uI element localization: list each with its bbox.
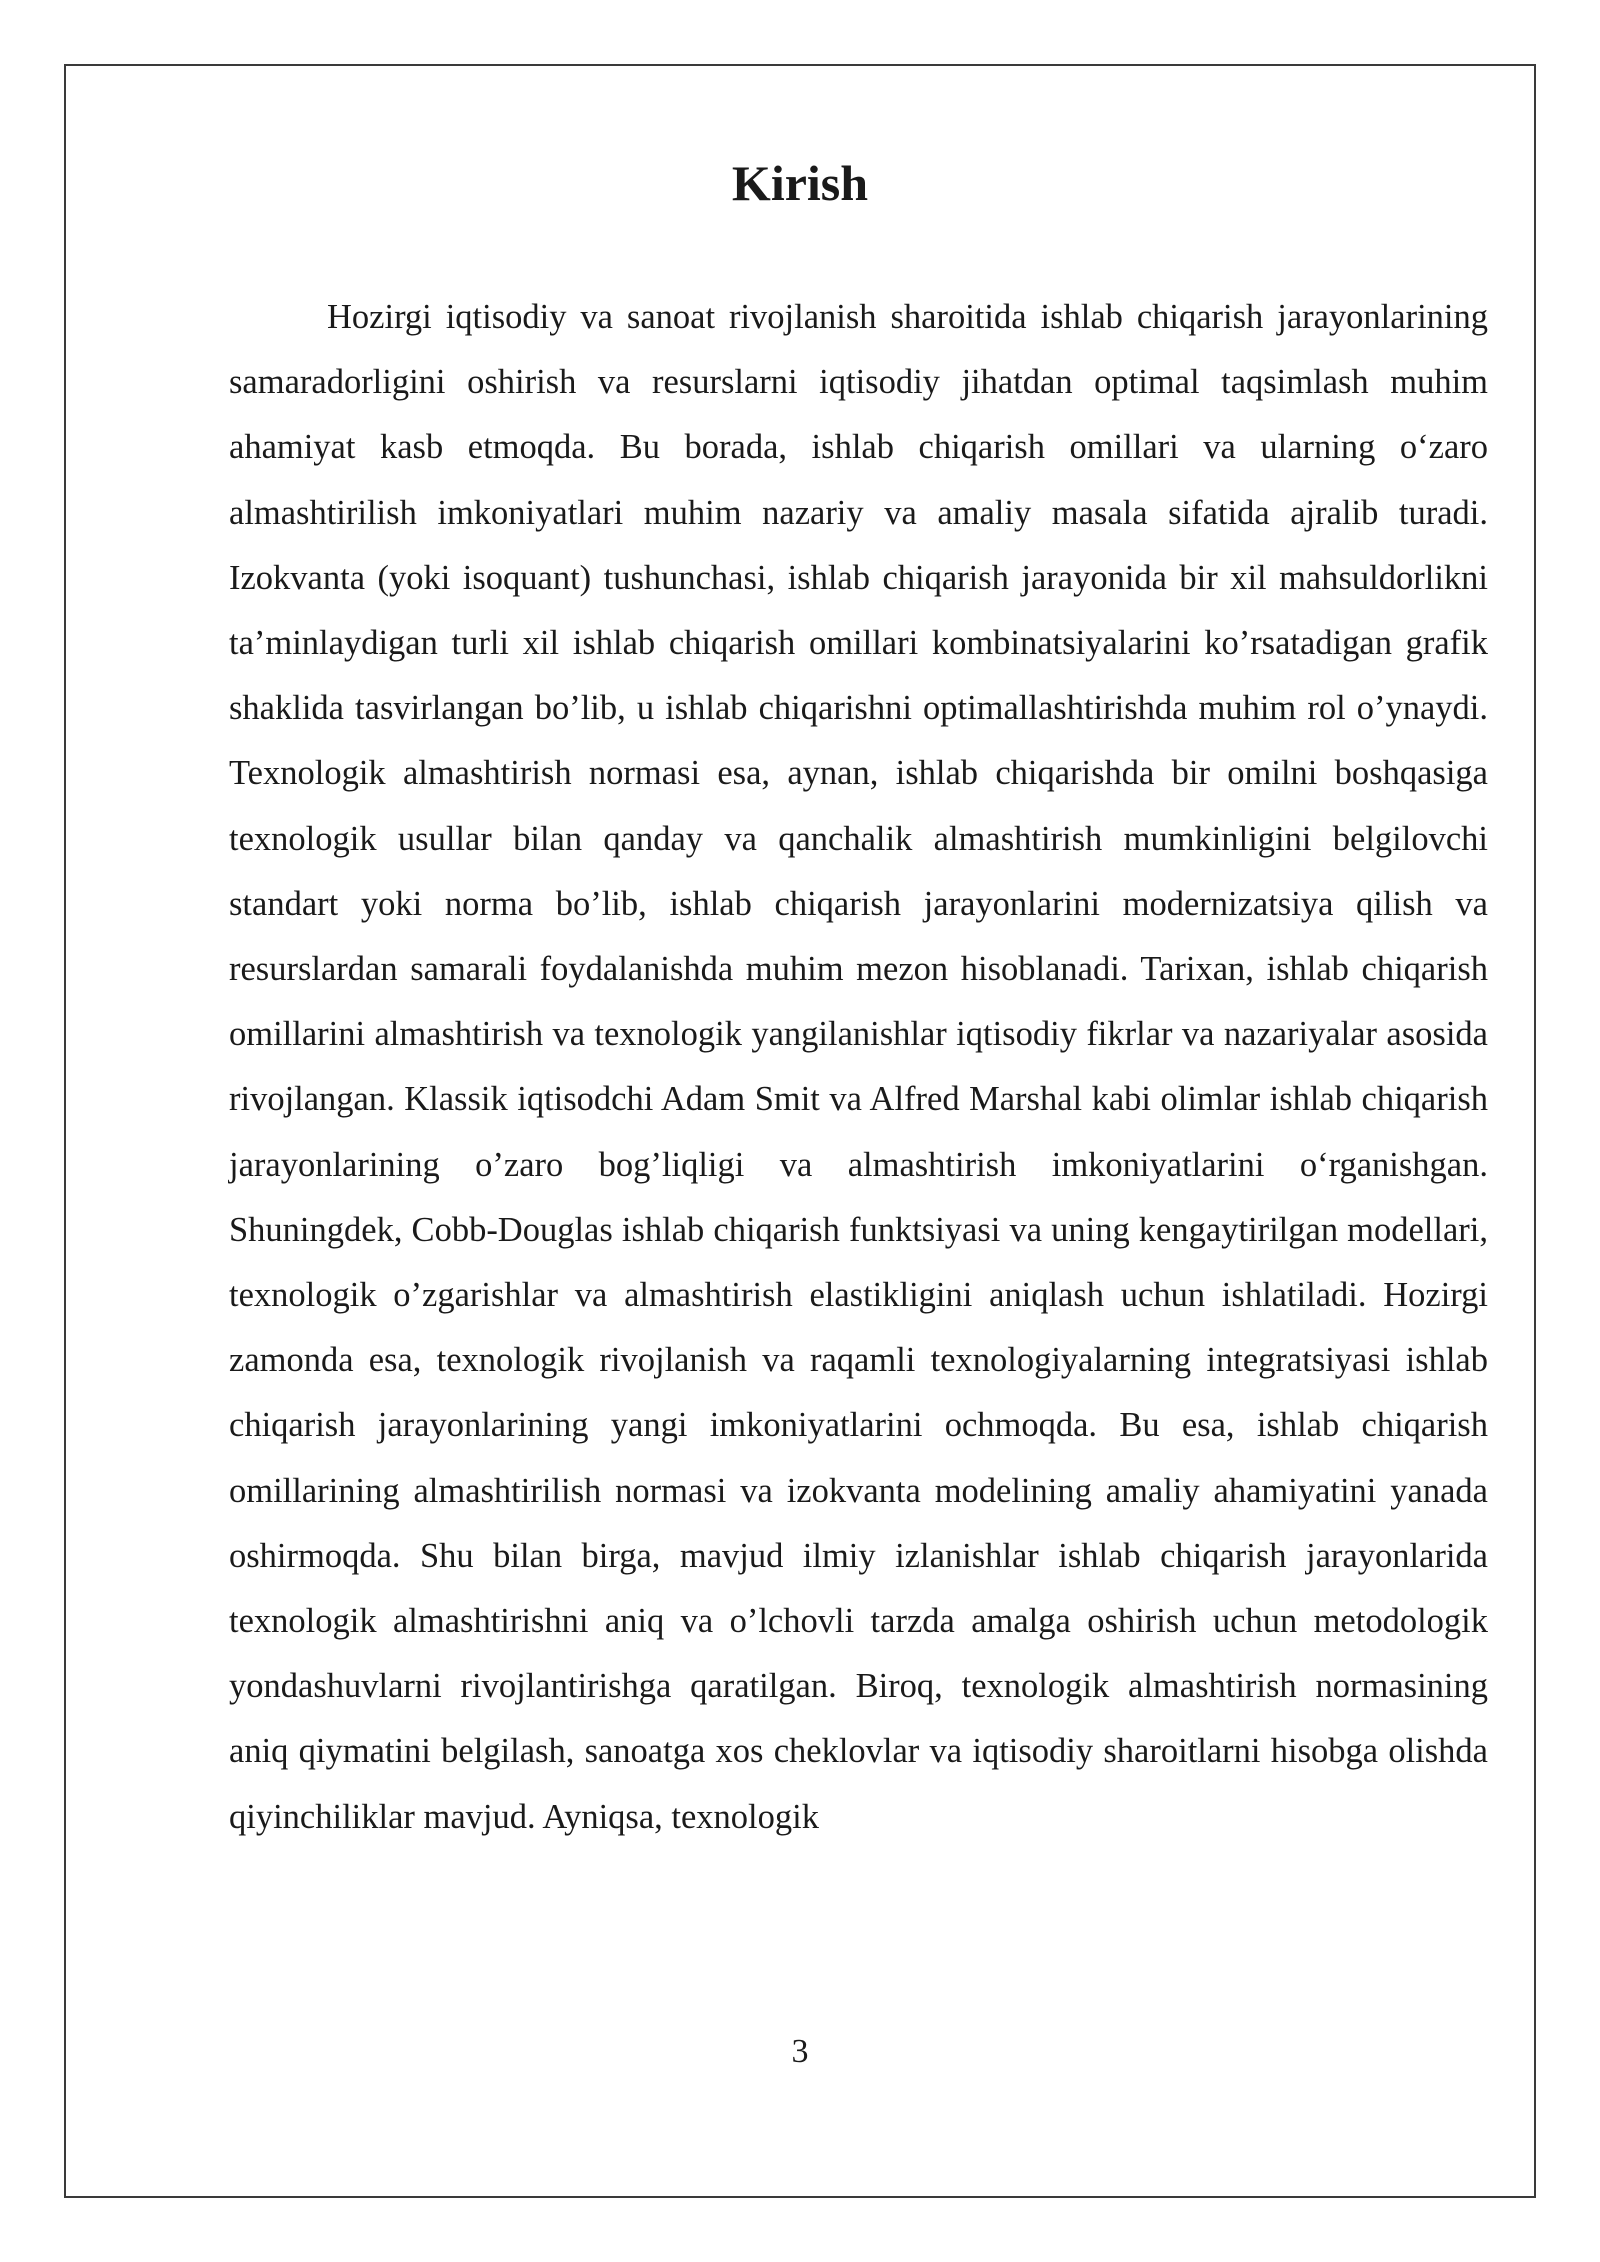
page-number: 3 — [791, 2033, 809, 2070]
body-paragraph: Hozirgi iqtisodiy va sanoat rivojlanish sharoitida ishlab chiqarish jarayonlarining samaradorligini oshirish va resurslarni iqtisodiy jihatdan optimal taqsimlash muhim ahamiyat kasb etmoqda. Bu borada, ishlab chiqarish omillari va ularning o‘zaro almashtirilish imkoniyatlari muhim nazariy va amaliy masala sifatida ajralib turadi. Izokvanta (yoki isoquant) tushunchasi, ishlab chiqarish jarayonida bir xil mahsuldorlikni ta’minlaydigan turli xil ishlab chiqarish omillari kombinatsiyalarini ko’rsatadigan grafik shaklida tasvirlangan bo’lib, u ishlab chiqarishni optimallashtirishda muhim rol o’ynaydi. Texnologik almashtirish normasi esa, aynan, ishlab chiqarishda bir omilni boshqasiga texnologik usullar bilan qanday va qanchalik almashtirish mumkinligini belgilovchi standart yoki norma bo’lib, ishlab chiqarish jarayonlarini modernizatsiya qilish va resurslardan samarali foydalanishda muhim mezon hisoblanadi. Tarixan, ishlab chiqarish omillarini almashtirish va texnologik yangilanishlar iqtisodiy fikrlar va nazariyalar asosida rivojlangan. Klassik iqtisodchi Adam Smit va Alfred Marshal kabi olimlar ishlab chiqarish jarayonlarining o’zaro bog’liqligi va almashtirish imkoniyatlarini o‘rganishgan. Shuningdek, Cobb-Douglas ishlab chiqarish funktsiyasi va uning kengaytirilgan modellari, texnologik o’zgarishlar va almashtirish elastikligini aniqlash uchun ishlatiladi. Hozirgi zamonda esa, texnologik rivojlanish va raqamli texnologiyalarning integratsiyasi ishlab chiqarish jarayonlarining yangi imkoniyatlarini ochmoqda. Bu esa, ishlab chiqarish omillarining almashtirilish normasi va izokvanta modelining amaliy ahamiyatini yanada oshirmoqda. Shu bilan birga, mavjud ilmiy izlanishlar ishlab chiqarish jarayonlarida texnologik almashtirishni aniq va o’lchovli tarzda amalga oshirish uchun metodologik yondashuvlarni rivojlantirishga qaratilgan. Biroq, texnologik almashtirish normasining aniq qiymatini belgilash, sanoatga xos cheklovlar va iqtisodiy sharoitlarni hisobga olishda qiyinchiliklar mavjud. Ayniqsa, texnologik — [229, 298, 1488, 1836]
page-title: Kirish — [731, 155, 869, 211]
